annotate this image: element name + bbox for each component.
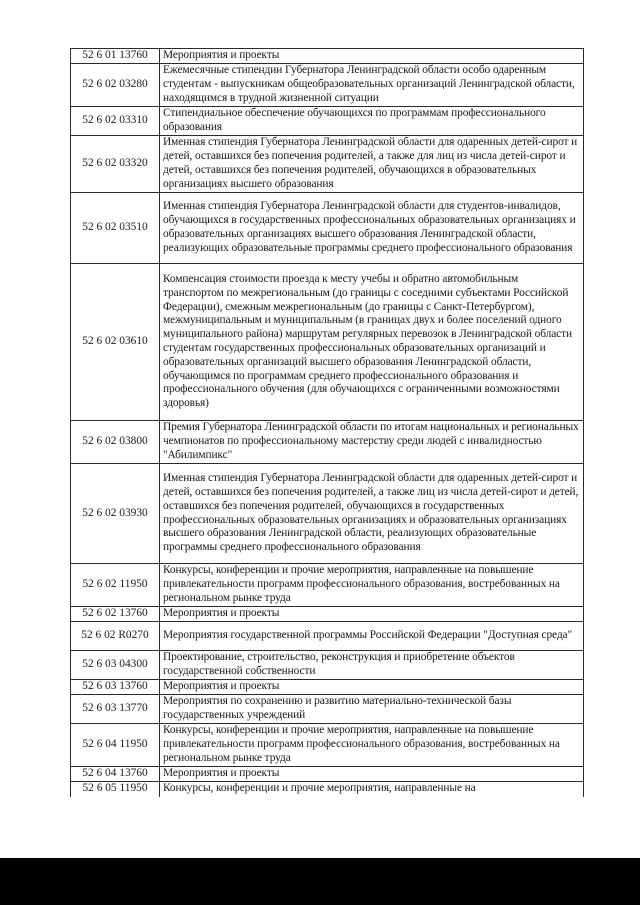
row-code: 52 6 01 13760: [71, 49, 160, 64]
row-code: 52 6 02 R0270: [71, 622, 160, 651]
row-description: Стипендиальное обеспечение обучающихся по программам профессионального образования: [160, 107, 584, 136]
row-description: Конкурсы, конференции и прочие мероприятия, направленные на повышение привлекательности программ профессионального образования, востребованных на региональном рынке труда: [160, 564, 584, 607]
scan-bottom-border: [0, 858, 640, 905]
table-row: [71, 49, 584, 64]
row-code: 52 6 02 03320: [71, 136, 160, 193]
table-row: [71, 64, 584, 107]
row-code: 52 6 02 03510: [71, 193, 160, 264]
row-description: Мероприятия и проекты: [160, 49, 584, 64]
row-code: 52 6 03 04300: [71, 651, 160, 680]
table-row: [71, 464, 584, 564]
row-code: 52 6 02 13760: [71, 607, 160, 622]
row-description: Премия Губернатора Ленинградской области по итогам национальных и региональных чемпионатов по профессиональному мастерству среди людей с инвалидностью "Абилимпикс": [160, 421, 584, 464]
row-code: 52 6 05 11950: [71, 782, 160, 797]
row-description: Мероприятия и проекты: [160, 767, 584, 782]
table-row: [71, 695, 584, 724]
row-description: Именная стипендия Губернатора Ленинградской области для одаренных детей-сирот и детей, оставшихся без попечения родителей, а также для лиц из числа детей-сирот и детей, оставшихся без попечения родителей, обучающихся в образовательных организациях высшего образования: [160, 136, 584, 193]
table-row: [71, 264, 584, 421]
table-row: [71, 622, 584, 651]
row-code: 52 6 02 11950: [71, 564, 160, 607]
row-code: 52 6 02 03930: [71, 464, 160, 564]
table-row: [71, 564, 584, 607]
row-description: Мероприятия по сохранению и развитию материально-технической базы государственных учреждений: [160, 695, 584, 724]
table-row: [71, 782, 584, 797]
row-code: 52 6 04 11950: [71, 724, 160, 767]
budget-classification-table: [70, 48, 584, 797]
row-code: 52 6 02 03610: [71, 264, 160, 421]
table-row: [71, 651, 584, 680]
table-row: [71, 767, 584, 782]
row-description: Именная стипендия Губернатора Ленинградской области для студентов-инвалидов, обучающихся в государственных профессиональных образовательных организациях и образовательных организациях высшего образования Ленинградской области, реализующих образовательные программы среднего профессионального образования: [160, 193, 584, 264]
table-row: [71, 421, 584, 464]
row-description: Мероприятия и проекты: [160, 680, 584, 695]
row-code: 52 6 04 13760: [71, 767, 160, 782]
row-code: 52 6 02 03310: [71, 107, 160, 136]
table-row: [71, 107, 584, 136]
row-code: 52 6 03 13770: [71, 695, 160, 724]
table-row: [71, 724, 584, 767]
row-description: Конкурсы, конференции и прочие мероприятия, направленные на: [160, 782, 584, 797]
row-description: Компенсация стоимости проезда к месту учебы и обратно автомобильным транспортом по межрегиональным (до границы с соседними субъектами Российской Федерации), смежным межрегиональным (до границы с Санкт-Петербургом), межмуниципальным и муниципальным (в границах двух и более поселений одного муниципального района) маршрутам регулярных перевозок в Ленинградской области студентам государственных профессиональных образовательных организаций и образовательных организаций высшего образования Ленинградской области, обучающимся по программам среднего профессионального образования и профессионального обучения (для обучающихся с ограниченными возможностями здоровья): [160, 264, 584, 421]
row-description: Мероприятия и проекты: [160, 607, 584, 622]
row-description: Именная стипендия Губернатора Ленинградской области для одаренных детей-сирот и детей, оставшихся без попечения родителей, а также лиц из числа детей-сирот и детей, оставшихся без попечения родителей, обучающихся в государственных профессиональных образовательных организациях и образовательных организациях высшего образования Ленинградской области, реализующих образовательные программы среднего профессионального образования: [160, 464, 584, 564]
row-description: Ежемесячные стипендии Губернатора Ленинградской области особо одаренным студентам - выпускникам общеобразовательных организаций Ленинградской области, находящимся в трудной жизненной ситуации: [160, 64, 584, 107]
row-description: Проектирование, строительство, реконструкция и приобретение объектов государственной собственности: [160, 651, 584, 680]
row-description: Конкурсы, конференции и прочие мероприятия, направленные на повышение привлекательности программ профессионального образования, востребованных на региональном рынке труда: [160, 724, 584, 767]
table-row: [71, 680, 584, 695]
row-code: 52 6 02 03800: [71, 421, 160, 464]
table-row: [71, 193, 584, 264]
table-body: [71, 49, 584, 797]
table-row: [71, 136, 584, 193]
row-code: 52 6 02 03280: [71, 64, 160, 107]
row-code: 52 6 03 13760: [71, 680, 160, 695]
table-row: [71, 607, 584, 622]
row-description: Мероприятия государственной программы Российской Федерации "Доступная среда": [160, 622, 584, 651]
